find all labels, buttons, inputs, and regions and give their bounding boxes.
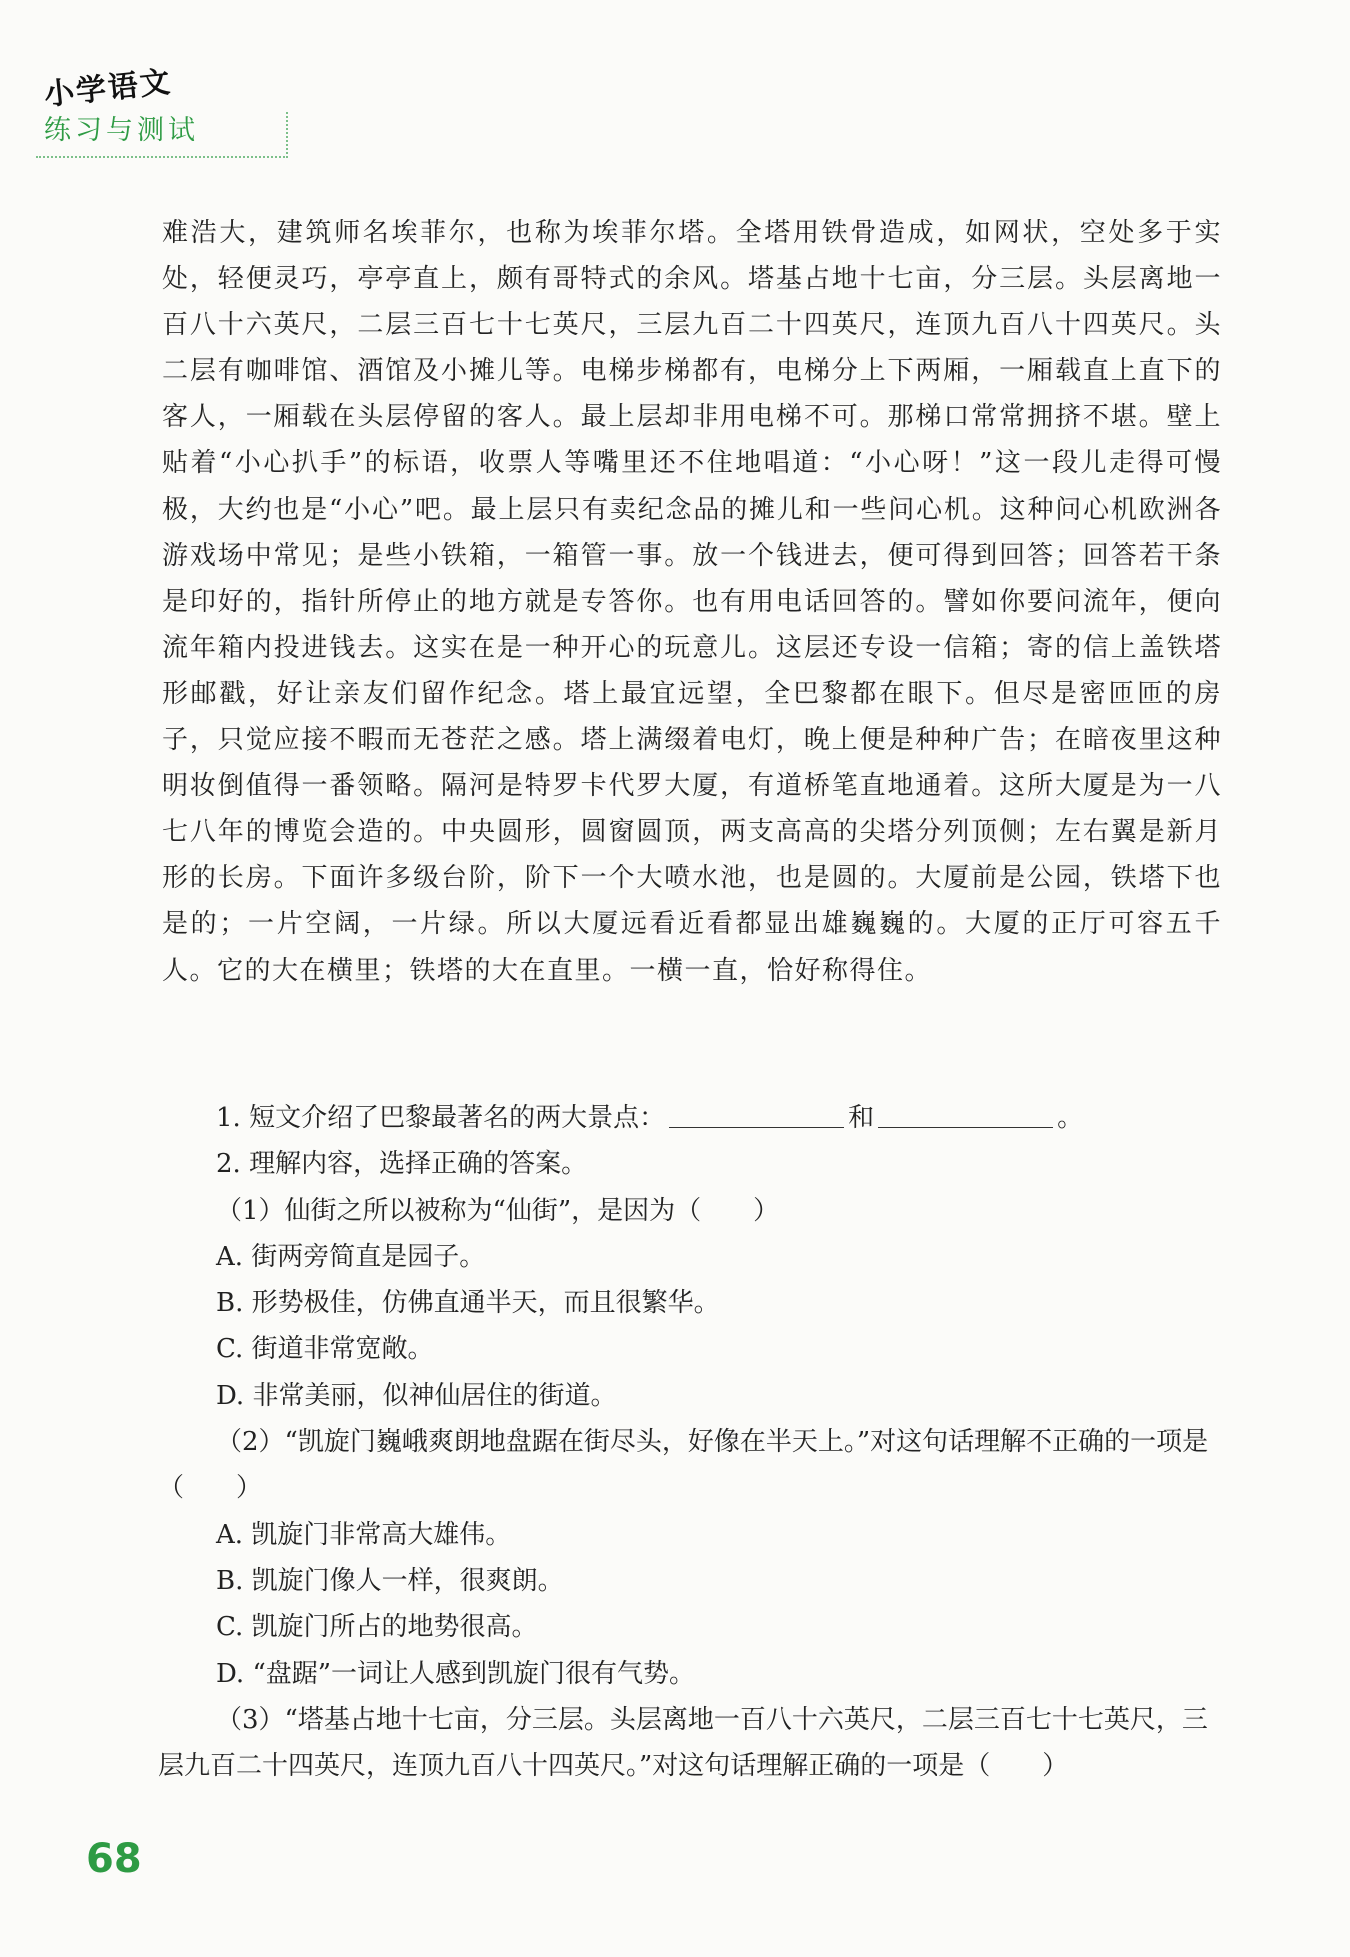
reading-passage: 难浩大，建筑师名埃菲尔，也称为埃菲尔塔。全塔用铁骨造成，如网状，空处多于实处，轻便灵巧，亭亭直上，颇有哥特式的余风。塔基占地十七亩，分三层。头层离地一百八十六英尺，二层三百七十七英尺，三层九百二十四英尺，连顶九百八十四英尺。头二层有咖啡馆、酒馆及小摊儿等。电梯步梯都有，电梯分上下两厢，一厢载直上直下的客人，一厢载在头层停留的客人。最上层却非用电梯不可。那梯口常常拥挤不堪。壁上贴着“小心扒手”的标语，收票人等嘴里还不住地唱道：“小心呀！”这一段儿走得可慢极，大约也是“小心”吧。最上层只有卖纪念品的摊儿和一些问心机。这种问心机欧洲各游戏场中常见；是些小铁箱，一箱管一事。放一个钱进去，便可得到回答；回答若干条是印好的，指针所停止的地方就是专答你。也有用电话回答的。譬如你要问流年，便向流年箱内投进钱去。这实在是一种开心的玩意儿。这层还专设一信箱；寄的信上盖铁塔形邮戳，好让亲友们留作纪念。塔上最宜远望，全巴黎都在眼下。但尽是密匝匝的房子，只觉应接不暇而无苍茫之感。塔上满缀着电灯，晚上便是种种广告；在暗夜里这种明妆倒值得一番领略。隔河是特罗卡代罗大厦，有道桥笔直地通着。这所大厦是为一八七八年的博览会造的。中央圆形，圆窗圆顶，两支高高的尖塔分列顶侧；左右翼是新月形的长房。下面许多级台阶，阶下一个大喷水池，也是圆的。大厦前是公园，铁塔下也是的；一片空阔，一片绿。所以大厦远看近看都显出雄巍巍的。大厦的正厅可容五千人。它的大在横里；铁塔的大在直里。一横一直，恰好称得住。 (162, 218, 1222, 986)
question-1-prefix: 1. 短文介绍了巴黎最著名的两大景点： (216, 1103, 666, 1133)
sub-question-3-stem: （3）“塔基占地十七亩，分三层。头层离地一百八十六英尺，二层三百七十七英尺，三层九百二十四英尺，连顶九百八十四英尺。”对这句话理解正确的一项是（ ） (158, 1704, 1208, 1782)
sub1-option-d: D. 非常美丽，似神仙居住的街道。 (216, 1380, 617, 1411)
sub1-option-a: A. 街两旁简直是园子。 (216, 1241, 486, 1272)
sub1-option-c: C. 街道非常宽敞。 (216, 1334, 434, 1365)
sub-question-2-stem: （2）“凯旋门巍峨爽朗地盘踞在街尽头，好像在半天上。”对这句话理解不正确的一项是（ ） (158, 1427, 1209, 1504)
sub2-option-a: A. 凯旋门非常高大雄伟。 (216, 1519, 512, 1550)
brand-header (36, 64, 336, 164)
answer-blank-1[interactable] (669, 1107, 844, 1128)
question-1 (158, 1095, 1224, 1141)
brand-subtitle: 练习与测试 (44, 115, 199, 146)
page-number: 68 (86, 1836, 142, 1882)
sub2-option-c: C. 凯旋门所占的地势很高。 (216, 1612, 538, 1643)
question-section (158, 1095, 1224, 1789)
question-1-suffix: 。 (1057, 1103, 1084, 1133)
answer-blank-2[interactable] (878, 1107, 1053, 1128)
sub2-option-d: D. “盘踞”一词让人感到凯旋门很有气势。 (216, 1658, 696, 1689)
question-2-title: 2. 理解内容，选择正确的答案。 (216, 1149, 588, 1180)
sub2-option-b: B. 凯旋门像人一样，很爽朗。 (216, 1565, 564, 1596)
question-1-connector: 和 (848, 1103, 875, 1133)
sub1-option-b: B. 形势极佳，仿佛直通半天，而且很繁华。 (216, 1288, 720, 1319)
brand-title: 小学语文 (42, 64, 174, 113)
sub-question-1-stem: （1）仙街之所以被称为“仙街”，是因为（ ） (216, 1195, 780, 1226)
